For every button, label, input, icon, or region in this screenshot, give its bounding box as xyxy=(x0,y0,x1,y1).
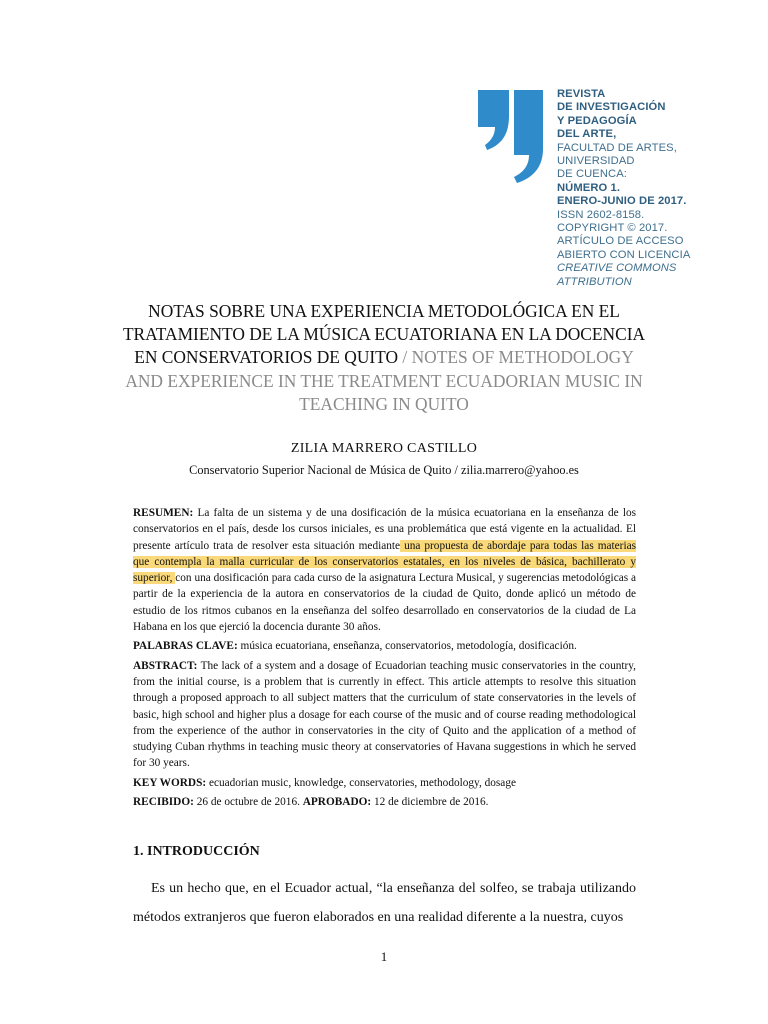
masthead-line: CREATIVE COMMONS xyxy=(557,262,677,275)
masthead-line: FACULTAD DE ARTES, xyxy=(557,141,677,154)
palabras-clave-text: música ecuatoriana, enseñanza, conservatorios, metodología, dosificación. xyxy=(237,640,577,653)
article-title xyxy=(120,300,648,416)
journal-logo xyxy=(477,89,555,184)
resumen-text-after: con una dosificación para cada curso de la asignatura Lectura Musical, y sugerencias metodológicas a partir de la experiencia de la autora en conservatorios de la ciudad de Quito, donde aplicó un método de estudio de los ritmos cubanos en la enseñanza del solfeo desarrollado en conservatorios de la ciudad de La Habana en los que ejerció la docencia durante 30 años. xyxy=(133,572,636,634)
masthead-line: REVISTA xyxy=(557,88,606,100)
abstract-block xyxy=(133,505,636,813)
title-separator: / xyxy=(398,347,412,368)
masthead-line: ENERO-JUNIO DE 2017. xyxy=(557,195,687,208)
intro-paragraph: Es un hecho que, en el Ecuador actual, “la enseñanza del solfeo, se trabaja utilizando métodos extranjeros que fueron elaborados en una realidad diferente a la nuestra, cuyos xyxy=(133,881,636,925)
author-name: ZILIA MARRERO CASTILLO xyxy=(290,441,478,456)
title-spanish: NOTAS SOBRE UNA EXPERIENCIA METODOLÓGICA EN EL TRATAMIENTO DE LA MÚSICA ECUATORIANA EN LA DOCENCIA EN CONSERVATORIOS DE QUITO xyxy=(122,301,646,368)
masthead-line: ARTÍCULO DE ACCESO xyxy=(557,235,684,248)
masthead-line: COPYRIGHT © 2017. xyxy=(557,222,668,235)
abstract-text: The lack of a system and a dosage of Ecuadorian teaching music conservatories in the country, from the initial course, is a problem that is currently in effect. This article attempts to resolve this situation through a proposed approach to all subject matters that the curriculum of state conservatories in the levels of basic, high school and higher plus a dosage for each course of the music and of course reading methodological from the experience of the author in conservatories in the city of Quito and the application of a method of studying Cuban rhythms in teaching music theory at conservatories of Havana suggestions in which he served for 30 years. xyxy=(133,659,636,770)
resumen-label: RESUMEN: xyxy=(133,507,194,519)
palabras-clave-label: PALABRAS CLAVE: xyxy=(133,640,238,653)
masthead-line: DE CUENCA: xyxy=(557,168,627,181)
masthead-line: ABIERTO CON LICENCIA xyxy=(557,248,691,261)
received-label: RECIBIDO: xyxy=(133,796,194,809)
key-words-paragraph xyxy=(133,775,636,791)
masthead-line: DE INVESTIGACIÓN xyxy=(557,101,666,114)
page-number: 1 xyxy=(380,949,388,964)
resumen-highlight: una propuesta de abordaje para todas las materias que contempla la malla curricular de los conservatorios estatales, en los niveles de básica, bachillerato y superior, xyxy=(133,539,636,585)
resumen-paragraph xyxy=(133,505,636,635)
section-heading: 1. INTRODUCCIÓN xyxy=(133,844,260,859)
journal-masthead xyxy=(557,88,757,289)
masthead-line: Y PEDAGOGÍA xyxy=(557,114,637,127)
dates-paragraph xyxy=(133,794,636,810)
received-date: 26 de octubre de 2016. xyxy=(193,796,303,809)
logo-left-mark xyxy=(478,90,509,150)
masthead-line: UNIVERSIDAD xyxy=(557,155,635,168)
abstract-paragraph xyxy=(133,658,636,772)
masthead-line: ATTRIBUTION xyxy=(557,275,632,288)
body-text xyxy=(133,874,636,932)
key-words-label: KEY WORDS: xyxy=(133,776,207,789)
masthead-line: ISSN 2602-8158. xyxy=(557,208,645,221)
resumen-text-before: La falta de un sistema y de una dosificación de la música ecuatoriana en la enseñanza de los conservatorios en el país, desde los cursos iniciales, es una problemática que está vigente en la actualidad. El presente artículo trata de resolver esta situación mediante xyxy=(133,507,636,552)
masthead-line: DEL ARTE, xyxy=(557,128,617,141)
approved-label: APROBADO: xyxy=(302,796,372,809)
masthead-line: NÚMERO 1. xyxy=(557,181,621,194)
approved-date: 12 de diciembre de 2016. xyxy=(371,796,489,809)
palabras-clave-paragraph xyxy=(133,638,636,654)
logo-right-mark xyxy=(514,90,543,183)
title-english: NOTES OF METHODOLOGY AND EXPERIENCE IN THE TREATMENT ECUADORIAN MUSIC IN TEACHING IN QUITO xyxy=(125,347,643,414)
author-affiliation: Conservatorio Superior Nacional de Música de Quito / zilia.marrero@yahoo.es xyxy=(189,463,579,477)
abstract-label: ABSTRACT: xyxy=(133,659,198,672)
key-words-text: ecuadorian music, knowledge, conservatories, methodology, dosage xyxy=(206,776,516,789)
